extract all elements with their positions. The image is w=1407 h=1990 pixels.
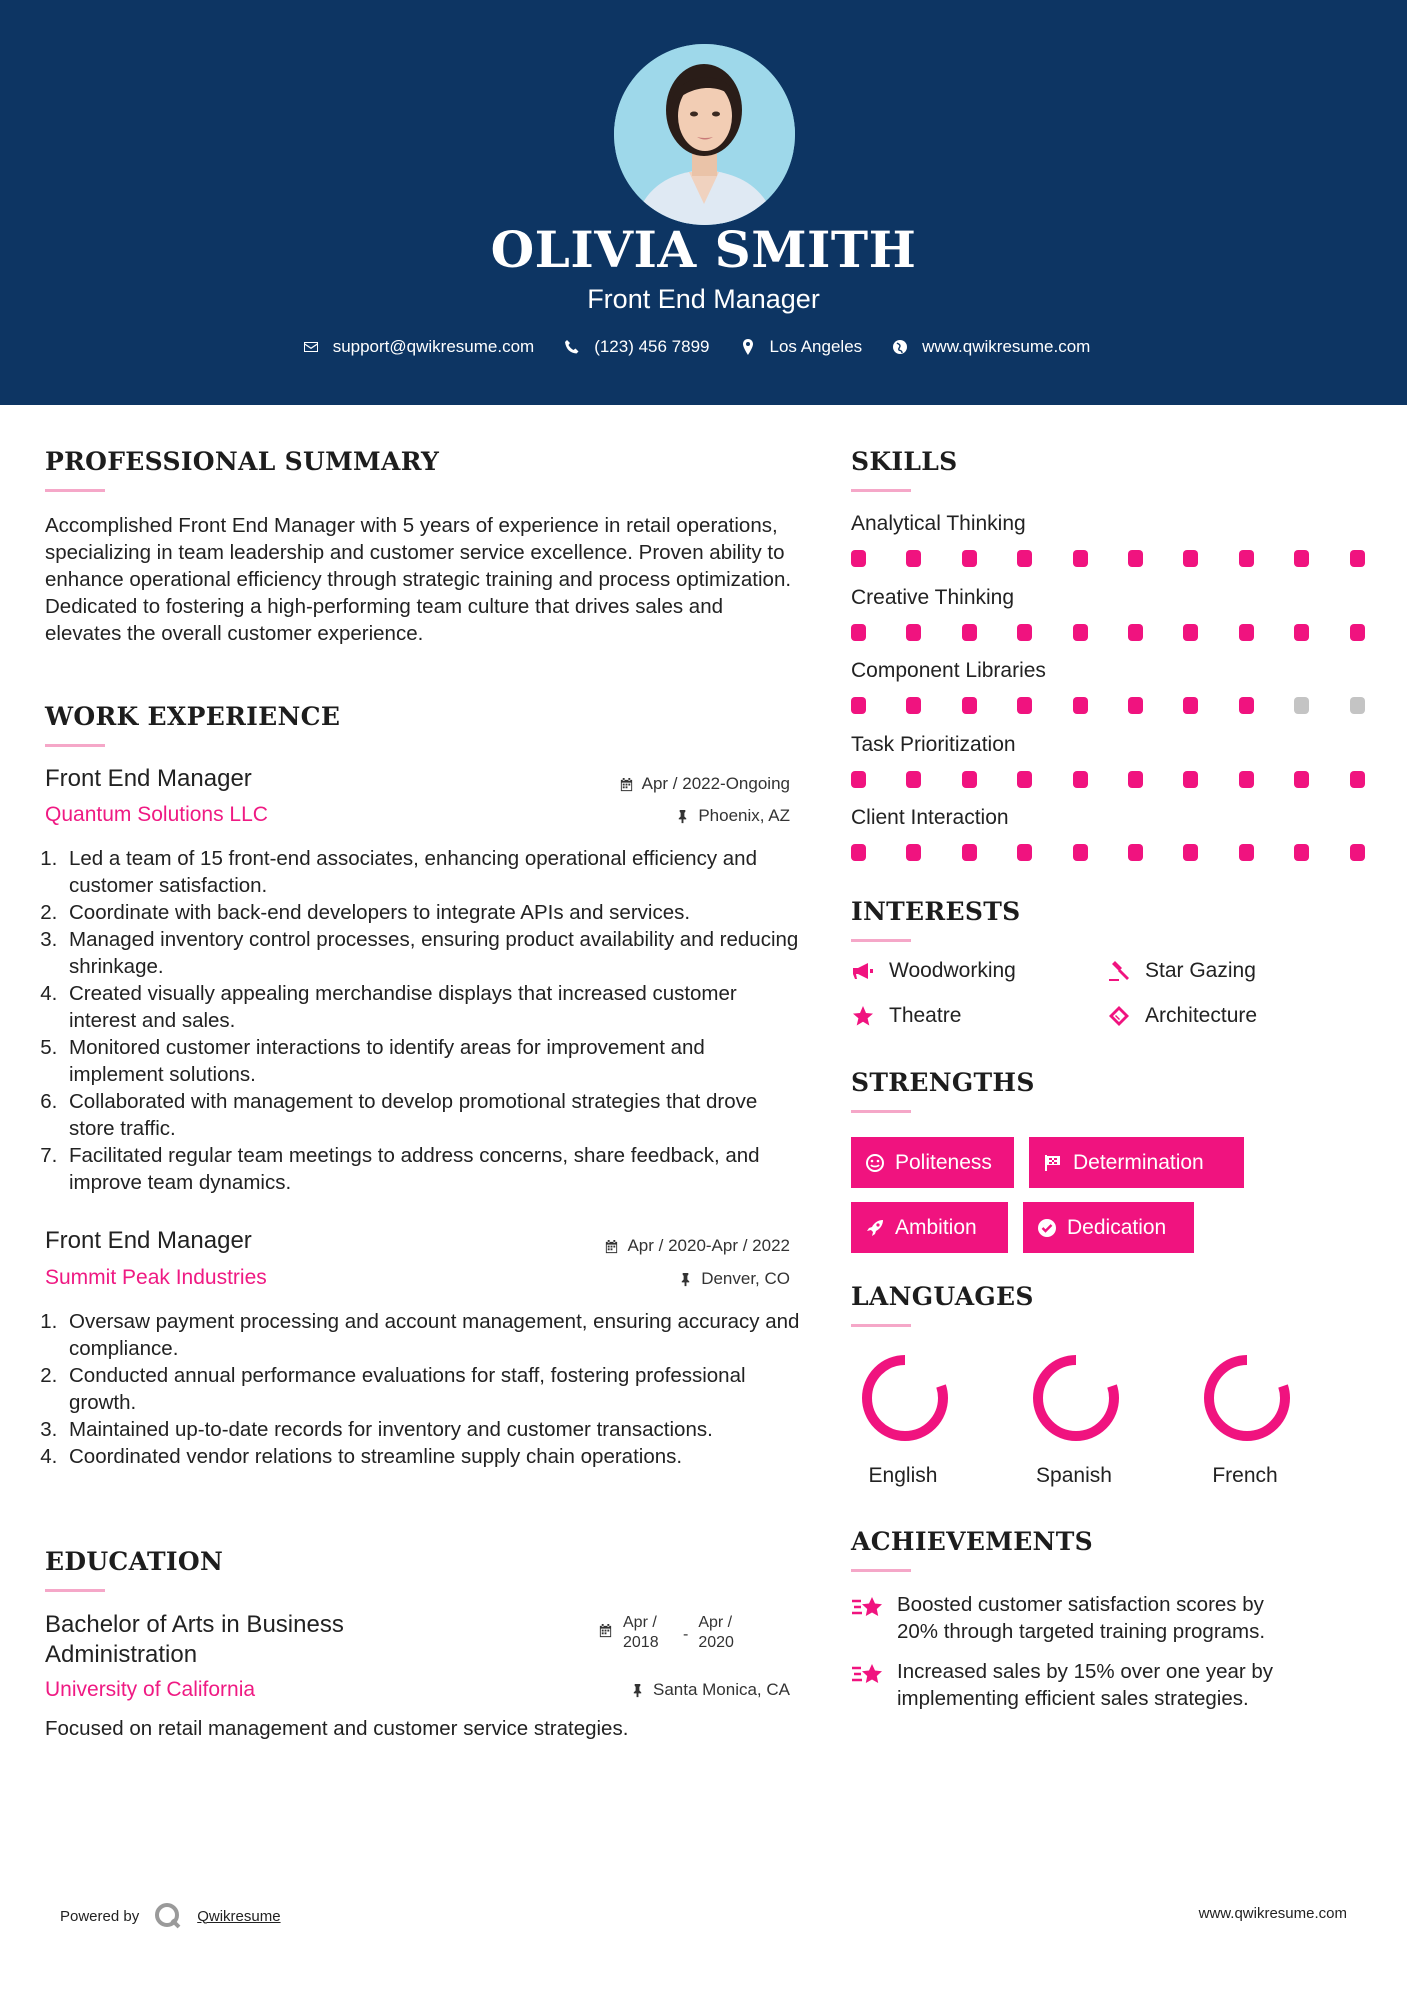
skill-rating-dot bbox=[1183, 550, 1198, 567]
skill-rating-dot bbox=[851, 844, 866, 861]
interests-underline bbox=[851, 939, 911, 942]
education-end-month: Apr / bbox=[698, 1614, 733, 1631]
footer-website[interactable]: www.qwikresume.com bbox=[1198, 1905, 1347, 1922]
list-item: 1. Led a team of 15 front-end associates, enhancing operational efficiency and customer satisfaction. bbox=[63, 845, 800, 899]
email-text: support@qwikresume.com bbox=[332, 337, 535, 356]
summary-underline bbox=[45, 489, 105, 492]
experience-underline bbox=[45, 744, 105, 747]
strength-politeness bbox=[851, 1137, 1014, 1188]
education-location-text: Santa Monica, CA bbox=[652, 1680, 790, 1699]
skill-rating-dot bbox=[906, 550, 921, 567]
job-2-title: Front End Manager bbox=[45, 1227, 252, 1254]
skill-rating-dot bbox=[1073, 697, 1088, 714]
achievement-line: implementing efficient sales strategies. bbox=[897, 1687, 1249, 1710]
degree-title bbox=[45, 1610, 344, 1670]
strength-dedication bbox=[1023, 1202, 1194, 1253]
education-start bbox=[623, 1613, 673, 1653]
strength-label: Determination bbox=[1073, 1150, 1204, 1174]
achievement-line: 20% through targeted training programs. bbox=[897, 1620, 1266, 1643]
skill-rating-dot bbox=[906, 697, 921, 714]
strengths-heading: STRENGTHS bbox=[851, 1068, 1035, 1097]
education-description: Focused on retail management and customer service strategies. bbox=[45, 1717, 629, 1740]
language-ring bbox=[1026, 1350, 1126, 1451]
achievements-heading: ACHIEVEMENTS bbox=[851, 1527, 1093, 1556]
pushpin-icon bbox=[675, 809, 690, 824]
calendar-icon bbox=[619, 777, 634, 792]
rocket-icon bbox=[865, 1218, 885, 1238]
interests-heading: INTERESTS bbox=[851, 897, 1021, 926]
interest-theatre bbox=[851, 1004, 961, 1028]
skill-rating-dot bbox=[1128, 771, 1143, 788]
strength-label: Ambition bbox=[895, 1215, 977, 1239]
language-ring bbox=[1197, 1350, 1297, 1451]
achievement-2-text bbox=[897, 1658, 1273, 1712]
skill-rating-dot bbox=[962, 550, 977, 567]
language-ring bbox=[855, 1350, 955, 1451]
strength-determination bbox=[1029, 1137, 1244, 1188]
skills-underline bbox=[851, 489, 911, 492]
skill-rating-dot bbox=[851, 550, 866, 567]
envelope-icon bbox=[303, 339, 319, 355]
interest-star-gazing bbox=[1107, 959, 1256, 983]
experience-heading: WORK EXPERIENCE bbox=[45, 702, 341, 731]
skill-rating-dot bbox=[1128, 624, 1143, 641]
brand-link[interactable]: Qwikresume bbox=[197, 1907, 281, 1925]
skill-rating-dot bbox=[1350, 697, 1365, 714]
education-location bbox=[630, 1680, 790, 1700]
language-label: French bbox=[1212, 1464, 1278, 1487]
smile-icon bbox=[865, 1153, 885, 1173]
language-progress-ring bbox=[1028, 1350, 1124, 1446]
language-label: Spanish bbox=[1036, 1464, 1112, 1487]
skill-rating-dot bbox=[906, 844, 921, 861]
skill-rating-dot bbox=[1128, 550, 1143, 567]
achievement-1 bbox=[851, 1591, 1265, 1645]
languages-underline bbox=[851, 1324, 911, 1327]
list-item: 5. Monitored customer interactions to identify areas for improvement and implement solutions. bbox=[63, 1034, 800, 1088]
skill-rating-dot bbox=[1350, 624, 1365, 641]
skill-rating-dot bbox=[1017, 550, 1032, 567]
skill-label: Component Libraries bbox=[851, 659, 1046, 682]
interest-label: Woodworking bbox=[889, 959, 1016, 982]
pushpin-icon bbox=[630, 1683, 645, 1698]
skill-rating-dot bbox=[1017, 844, 1032, 861]
gavel-icon bbox=[1107, 959, 1131, 983]
achievement-line: Boosted customer satisfaction scores by bbox=[897, 1593, 1264, 1616]
summary-text: Accomplished Front End Manager with 5 years of experience in retail operations, specializing in team leadership and customer service excellence. Proven ability to enhance operational efficiency through strategic training and process optimization. Dedicated to fostering a high-performing team culture that drives sales and elevates the overall customer experience. bbox=[45, 514, 792, 645]
language-progress-arc bbox=[1209, 1360, 1285, 1436]
megaphone-icon bbox=[851, 959, 875, 983]
summary-heading: PROFESSIONAL SUMMARY bbox=[45, 447, 440, 476]
list-item: 2. Conducted annual performance evaluations for staff, fostering professional growth. bbox=[63, 1362, 800, 1416]
job-2-company: Summit Peak Industries bbox=[45, 1266, 267, 1289]
language-progress-arc bbox=[867, 1360, 943, 1436]
shooting-star-icon bbox=[851, 1660, 885, 1690]
footer-powered-by bbox=[60, 1901, 281, 1931]
skill-rating-dot bbox=[851, 771, 866, 788]
skill-rating-dot bbox=[1239, 697, 1254, 714]
check-circle-icon bbox=[1037, 1218, 1057, 1238]
skill-label: Analytical Thinking bbox=[851, 512, 1026, 535]
pushpin-icon bbox=[678, 1272, 693, 1287]
strengths-underline bbox=[851, 1110, 911, 1113]
skill-rating-dot bbox=[962, 697, 977, 714]
skill-rating-dot bbox=[1183, 697, 1198, 714]
skill-rating-dot bbox=[1350, 844, 1365, 861]
skill-rating-dot bbox=[962, 624, 977, 641]
language-progress-ring bbox=[857, 1350, 953, 1446]
skill-rating-dot bbox=[1073, 624, 1088, 641]
language-label: English bbox=[868, 1464, 938, 1487]
list-item: 2. Coordinate with back-end developers to integrate APIs and services. bbox=[63, 899, 800, 926]
skill-rating-dot bbox=[1294, 771, 1309, 788]
skill-rating-dot bbox=[1073, 550, 1088, 567]
skill-label: Creative Thinking bbox=[851, 585, 1015, 609]
job-2-dates-text: Apr / 2020-Apr / 2022 bbox=[627, 1236, 790, 1255]
job-2-location-text: Denver, CO bbox=[701, 1269, 790, 1288]
strength-label: Politeness bbox=[895, 1150, 992, 1174]
skill-rating-dot bbox=[851, 624, 866, 641]
powered-by-text: Powered by bbox=[60, 1907, 140, 1925]
skill-rating-dot bbox=[1183, 771, 1198, 788]
job-2-dates bbox=[604, 1236, 790, 1256]
list-item: 1. Oversaw payment processing and account management, ensuring accuracy and compliance. bbox=[63, 1308, 800, 1362]
list-item: 4. Created visually appealing merchandise displays that increased customer interest and sales. bbox=[63, 980, 800, 1034]
calendar-icon bbox=[604, 1239, 619, 1254]
phone-text: (123) 456 7899 bbox=[594, 337, 710, 356]
globe-icon bbox=[892, 339, 908, 355]
phone-icon bbox=[564, 339, 580, 355]
contact-phone[interactable] bbox=[564, 337, 709, 357]
skill-rating-dot bbox=[1183, 844, 1198, 861]
achievement-2 bbox=[851, 1658, 1273, 1712]
skill-rating-dot bbox=[1017, 624, 1032, 641]
skill-rating-dot bbox=[1017, 771, 1032, 788]
job-1-dates-text: Apr / 2022-Ongoing bbox=[641, 774, 790, 793]
skill-rating-dot bbox=[1017, 697, 1032, 714]
strength-label: Dedication bbox=[1067, 1215, 1167, 1239]
job-2-location bbox=[678, 1269, 790, 1289]
achievement-1-text bbox=[897, 1591, 1265, 1645]
education-end bbox=[698, 1613, 734, 1653]
achievement-line: Increased sales by 15% over one year by bbox=[897, 1660, 1274, 1683]
language-progress-arc bbox=[1038, 1360, 1114, 1436]
list-item: 3. Managed inventory control processes, ensuring product availability and reducing shrinkage. bbox=[63, 926, 800, 980]
resume-header bbox=[0, 0, 1407, 405]
calendar-icon bbox=[598, 1623, 613, 1638]
list-item: 7. Facilitated regular team meetings to address concerns, share feedback, and improve team dynamics. bbox=[63, 1142, 800, 1196]
skill-rating-dot bbox=[1294, 844, 1309, 861]
interest-label: Architecture bbox=[1145, 1004, 1258, 1027]
education-end-year: 2020 bbox=[698, 1634, 734, 1651]
job-2-bullets bbox=[45, 1308, 800, 1470]
achievements-underline bbox=[851, 1569, 911, 1572]
contact-email[interactable] bbox=[303, 337, 535, 357]
skill-label: Client Interaction bbox=[851, 806, 1009, 829]
language-progress-ring bbox=[1199, 1350, 1295, 1446]
job-1-location-text: Phoenix, AZ bbox=[698, 806, 790, 825]
skill-rating-dot bbox=[906, 771, 921, 788]
skill-rating-dot bbox=[1239, 771, 1254, 788]
education-date-dash: - bbox=[683, 1626, 689, 1643]
list-item: 6. Collaborated with management to develop promotional strategies that drove store traffic. bbox=[63, 1088, 800, 1142]
list-item: 4. Coordinated vendor relations to streamline supply chain operations. bbox=[63, 1443, 800, 1470]
skill-rating-dot bbox=[1294, 624, 1309, 641]
candidate-name: OLIVIA SMITH bbox=[490, 220, 917, 279]
skill-rating-dot bbox=[962, 771, 977, 788]
skill-rating-dot bbox=[1239, 624, 1254, 641]
star-icon bbox=[851, 1004, 875, 1028]
job-1-company: Quantum Solutions LLC bbox=[45, 803, 268, 826]
contact-location bbox=[740, 337, 863, 357]
skill-rating-dot bbox=[1128, 844, 1143, 861]
map-pin-icon bbox=[740, 339, 756, 355]
degree-line-1: Bachelor of Arts in Business bbox=[45, 1611, 344, 1638]
skill-rating-dot bbox=[1239, 844, 1254, 861]
degree-line-2: Administration bbox=[45, 1641, 198, 1668]
skill-rating-dot bbox=[1294, 697, 1309, 714]
education-heading: EDUCATION bbox=[45, 1547, 224, 1576]
strength-ambition bbox=[851, 1202, 1008, 1253]
profile-photo bbox=[614, 44, 795, 225]
skill-rating-dot bbox=[962, 844, 977, 861]
ticket-icon bbox=[1107, 1004, 1131, 1028]
website-text: www.qwikresume.com bbox=[922, 337, 1091, 356]
candidate-title: Front End Manager bbox=[587, 284, 820, 314]
interest-label: Theatre bbox=[889, 1004, 962, 1027]
skill-rating-dot bbox=[1128, 697, 1143, 714]
skill-rating-dot bbox=[851, 697, 866, 714]
skills-heading: SKILLS bbox=[851, 447, 958, 476]
flag-icon bbox=[1043, 1153, 1063, 1173]
interest-label: Star Gazing bbox=[1145, 959, 1256, 982]
skill-rating-dot bbox=[1073, 771, 1088, 788]
skill-rating-dot bbox=[1350, 550, 1365, 567]
education-start-month: Apr / bbox=[623, 1614, 657, 1631]
education-underline bbox=[45, 1589, 105, 1592]
skill-rating-dot bbox=[1183, 624, 1198, 641]
languages-heading: LANGUAGES bbox=[851, 1282, 1034, 1311]
portrait-illustration bbox=[614, 44, 795, 225]
skill-rating-dot bbox=[1073, 844, 1088, 861]
job-1-dates bbox=[619, 774, 790, 794]
job-1-location bbox=[675, 806, 790, 826]
skill-rating-dot bbox=[1239, 550, 1254, 567]
job-1-title: Front End Manager bbox=[45, 765, 252, 792]
shooting-star-icon bbox=[851, 1593, 885, 1623]
education-start-year: 2018 bbox=[623, 1634, 659, 1651]
skill-label: Task Prioritization bbox=[851, 732, 1016, 756]
contact-website[interactable] bbox=[892, 337, 1090, 357]
skill-rating-dot bbox=[906, 624, 921, 641]
interest-architecture bbox=[1107, 1004, 1257, 1028]
school-name: University of California bbox=[45, 1678, 256, 1701]
education-dates bbox=[598, 1613, 734, 1653]
list-item: 3. Maintained up-to-date records for inventory and customer transactions. bbox=[63, 1416, 800, 1443]
job-1-bullets bbox=[45, 845, 800, 1196]
interest-woodworking bbox=[851, 959, 1016, 983]
qwikresume-logo-icon bbox=[153, 1901, 183, 1931]
skill-rating-dot bbox=[1350, 771, 1365, 788]
skill-rating-dot bbox=[1294, 550, 1309, 567]
location-text: Los Angeles bbox=[769, 337, 863, 356]
contact-bar bbox=[0, 337, 1407, 357]
